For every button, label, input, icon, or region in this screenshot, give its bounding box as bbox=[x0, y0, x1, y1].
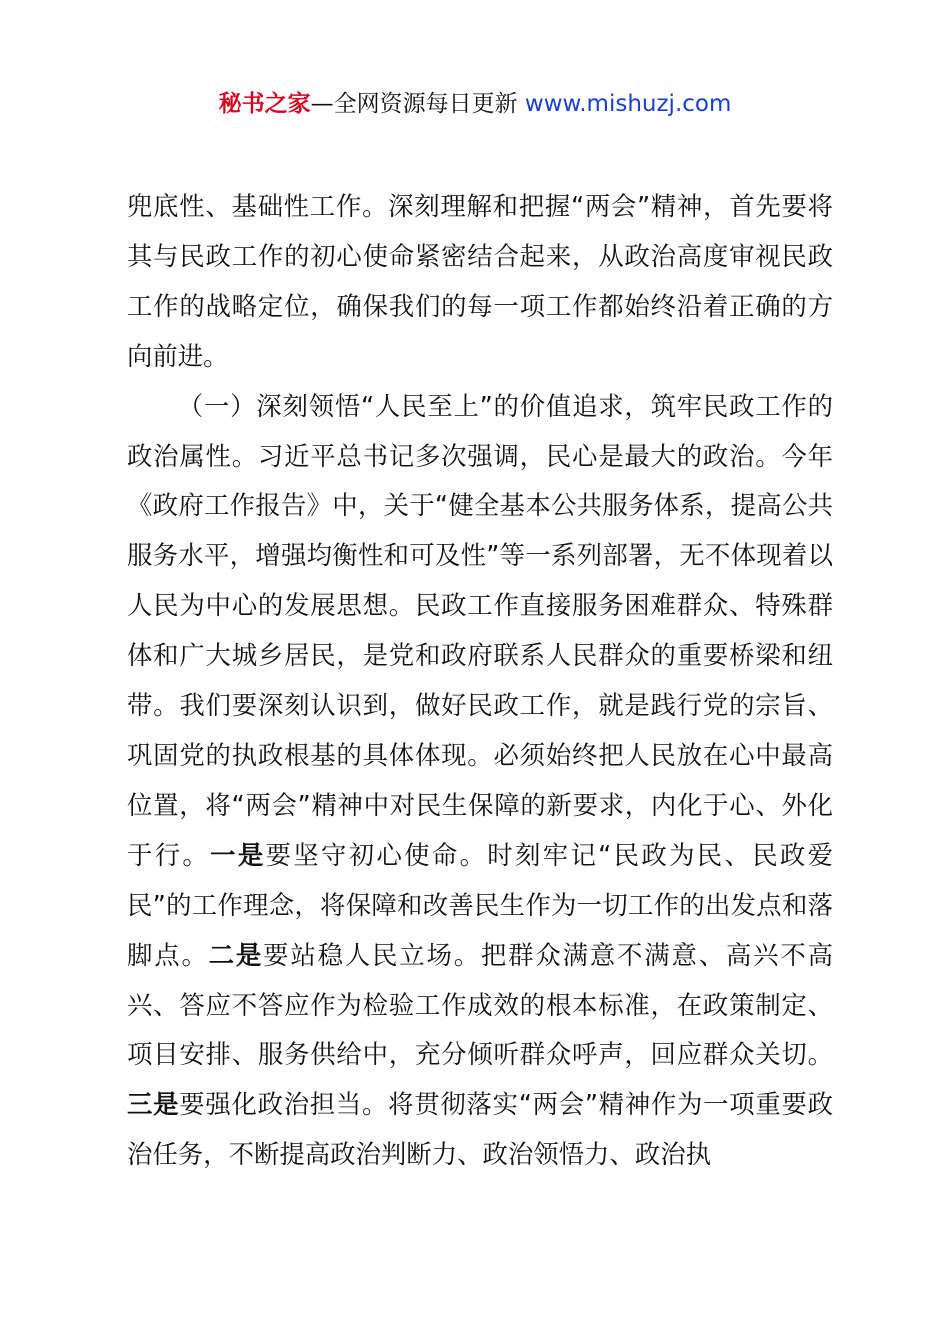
header-tagline: —全网资源每日更新 bbox=[310, 91, 525, 117]
point-two-label: 二是 bbox=[208, 939, 264, 970]
site-url[interactable]: www.mishuzj.com bbox=[524, 91, 732, 117]
point-one-text: 要坚守初心使命。时刻牢记“民政为民、民政爱民”的工作理念，将保障和改善民生作为一切工作的出发点和落脚点。 bbox=[127, 839, 834, 970]
paragraph-continuation: 兜底性、基础性工作。深刻理解和把握“两会”精神，首先要将其与民政工作的初心使命紧密结合起来，从政治高度审视民政工作的战略定位，确保我们的每一项工作都始终沿着正确的方向前进。 bbox=[127, 191, 833, 371]
point-three-label: 三是 bbox=[127, 1089, 180, 1120]
point-two-text: 要站稳人民立场。把群众满意不满意、高兴不高兴、答应不答应作为检验工作成效的根本标准，在政策制定、项目安排、服务供给中，充分倾听群众呼声，回应群众关切。 bbox=[127, 939, 834, 1070]
document-body bbox=[127, 182, 833, 1180]
point-three-text: 要强化政治担当。将贯彻落实“两会”精神作为一项重要政治任务，不断提高政治判断力、政治领悟力、政治执 bbox=[127, 1089, 834, 1170]
paragraph-section-one bbox=[127, 382, 833, 1181]
point-one-label: 一是 bbox=[210, 839, 266, 870]
page-header bbox=[0, 86, 950, 122]
brand-name: 秘书之家 bbox=[218, 91, 311, 117]
section-one-intro: （一）深刻领悟“人民至上”的价值追求，筑牢民政工作的政治属性。习近平总书记多次强调，民心是最大的政治。今年《政府工作报告》中，关于“健全基本公共服务体系，提高公共服务水平，增强均衡性和可及性”等一系列部署，无不体现着以人民为中心的发展思想。民政工作直接服务困难群众、特殊群体和广大城乡居民，是党和政府联系人民群众的重要桥梁和纽带。我们要深刻认识到，做好民政工作，就是践行党的宗旨、巩固党的执政根基的具体体现。必须始终把人民放在心中最高位置，将“两会”精神中对民生保障的新要求，内化于心、外化于行。 bbox=[127, 390, 833, 870]
